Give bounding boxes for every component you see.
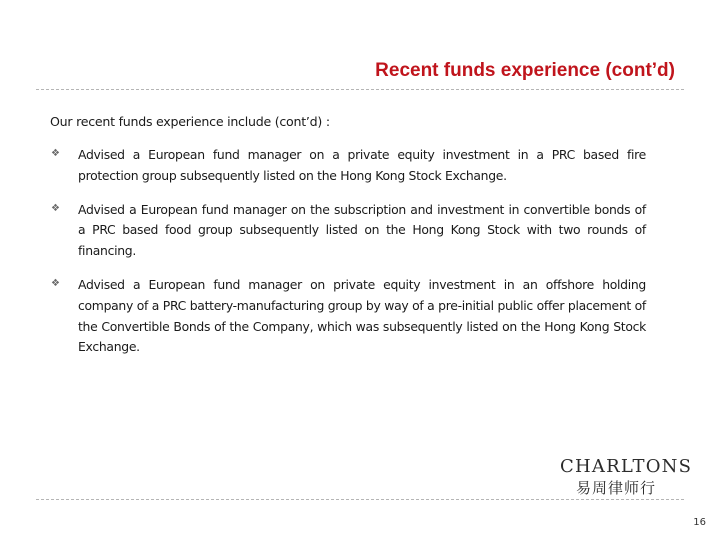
bullet-list [50, 145, 646, 371]
footer-divider [36, 499, 684, 500]
list-item [50, 145, 646, 187]
intro-text: Our recent funds experience include (cont’d) : [50, 114, 330, 129]
header-divider [36, 89, 684, 90]
bullet-icon: ❖ [51, 148, 60, 159]
logo-chinese-name: 易周律师行 [576, 479, 657, 497]
bullet-text: Advised a European fund manager on private equity investment in an offshore holding company of a PRC battery-manufacturing group by way of a pre-initial public offer placement of the Convertible Bonds of the Company, which was subsequently listed on the Hong Kong Stock Exchange. [78, 276, 646, 355]
bullet-text: Advised a European fund manager on a private equity investment in a PRC based fire protection group subsequently listed on the Hong Kong Stock Exchange. [78, 147, 646, 183]
list-item [50, 200, 646, 262]
bullet-icon: ❖ [51, 277, 60, 289]
page-title: Recent funds experience (cont’d) [375, 60, 675, 81]
list-item [50, 275, 646, 358]
logo-name: CHARLTONS [560, 456, 693, 477]
bullet-text: Advised a European fund manager on the subscription and investment in convertible bonds of a PRC based food group subsequently listed on the Hong Kong Stock with two rounds of financing. [78, 201, 646, 259]
page-number: 16 [693, 517, 706, 528]
bullet-icon: ❖ [51, 202, 60, 214]
charltons-logo [556, 452, 693, 498]
